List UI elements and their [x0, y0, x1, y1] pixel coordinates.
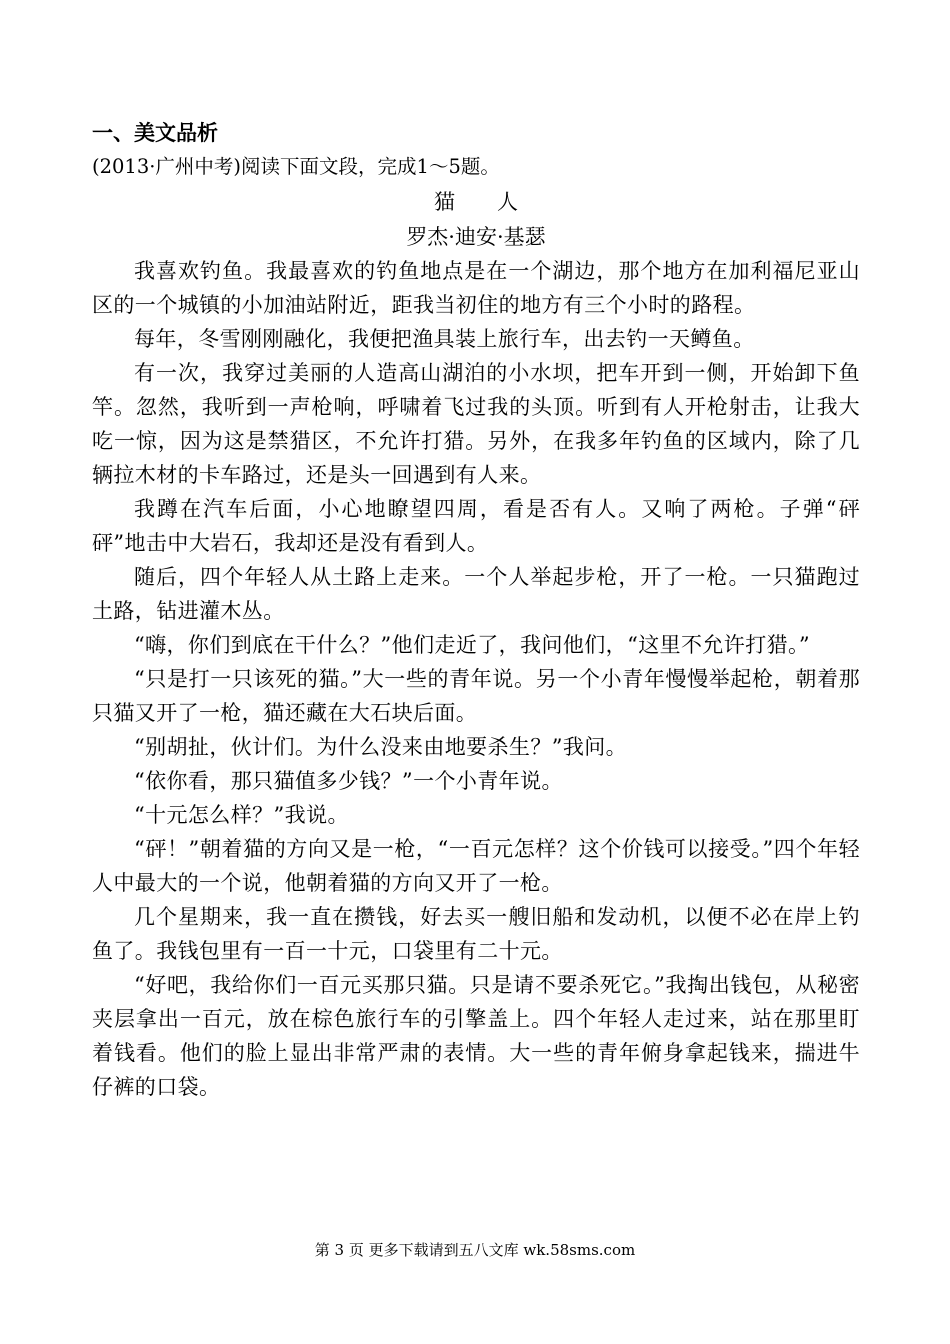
- paragraph: 我喜欢钓鱼。我最喜欢的钓鱼地点是在一个湖边，那个地方在加利福尼亚山区的一个城镇的小加油站附近，距我当初住的地方有三个小时的路程。: [92, 259, 860, 317]
- paragraph: “依你看，那只猫值多少钱？”一个小青年说。: [134, 769, 563, 793]
- page-footer: 第 3 页 更多下载请到五八文库 wk.58sms.com: [314, 1241, 636, 1259]
- paragraph: “只是打一只该死的猫。”大一些的青年说。另一个小青年慢慢举起枪，朝着那只猫又开了一枪，猫还藏在大石块后面。: [92, 667, 860, 725]
- paragraph: 几个星期来，我一直在攒钱，好去买一艘旧船和发动机，以便不必在岸上钓鱼了。我钱包里有一百一十元，口袋里有二十元。: [92, 905, 860, 963]
- paragraph: 每年，冬雪刚刚融化，我便把渔具装上旅行车，出去钓一天鳟鱼。: [134, 327, 755, 351]
- paragraph: 有一次，我穿过美丽的人造高山湖泊的小水坝，把车开到一侧，开始卸下鱼竿。忽然，我听到一声枪响，呼啸着飞过我的头顶。听到有人开枪射击，让我大吃一惊，因为这是禁猎区，不允许打猎。另外，在我多年钓鱼的区域内，除了几辆拉木材的卡车路过，还是头一回遇到有人来。: [92, 361, 860, 487]
- paragraph: “别胡扯，伙计们。为什么没来由地要杀生？”我问。: [134, 735, 628, 759]
- question-intro: (2013·广州中考)阅读下面文段，完成1～5题。: [92, 155, 500, 178]
- paragraph: “嗨，你们到底在干什么？”他们走近了，我问他们，“这里不允许打猎。”: [134, 633, 811, 657]
- paragraph: “好吧，我给你们一百元买那只猫。只是请不要杀死它。”我掏出钱包，从秘密夹层拿出一百元，放在棕色旅行车的引擎盖上。四个年轻人走过来，站在那里盯着钱看。他们的脸上显出非常严肃的表情。大一些的青年俯身拿起钱来，揣进牛仔裤的口袋。: [92, 973, 860, 1099]
- story-author: 罗杰·迪安·基瑟: [406, 225, 546, 249]
- paragraph: “十元怎么样？”我说。: [134, 803, 349, 827]
- story-title: 猫 人: [434, 190, 518, 214]
- paragraph: 随后，四个年轻人从土路上走来。一个人举起步枪，开了一枪。一只猫跑过土路，钻进灌木丛。: [92, 565, 860, 623]
- section-title: 一、美文品析: [92, 121, 218, 145]
- paragraph: “砰！”朝着猫的方向又是一枪，“一百元怎样？这个价钱可以接受。”四个年轻人中最大的一个说，他朝着猫的方向又开了一枪。: [92, 837, 860, 895]
- paragraph: 我蹲在汽车后面，小心地瞭望四周，看是否有人。又响了两枪。子弹“砰砰”地击中大岩石，我却还是没有看到人。: [92, 497, 860, 555]
- article-body: [92, 116, 860, 1104]
